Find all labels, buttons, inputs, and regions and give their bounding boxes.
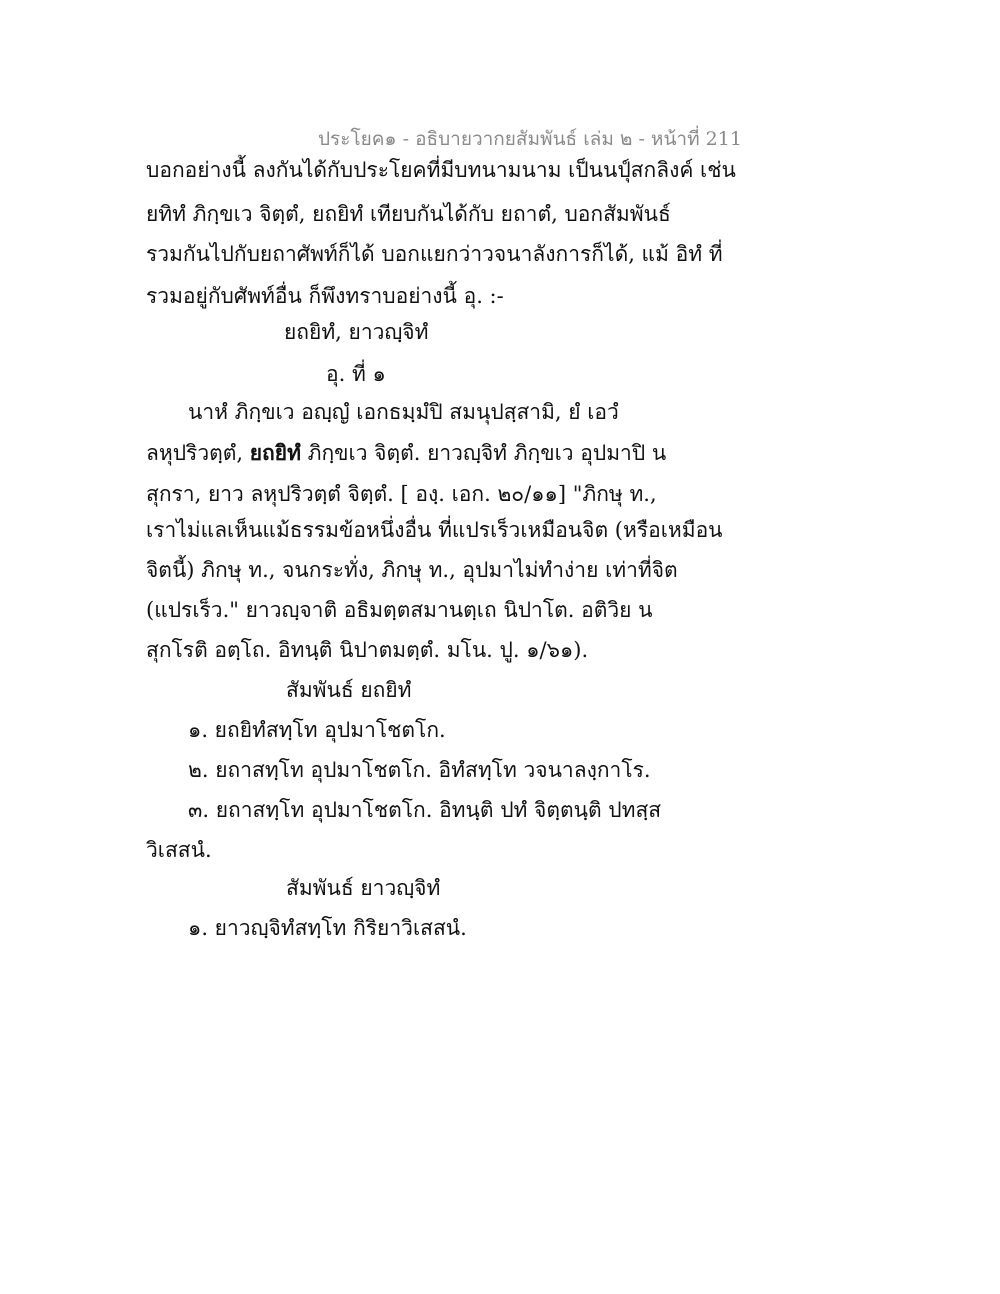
- paragraph-line: รวมอยู่กับศัพท์อื่น ก็พึงทราบอย่างนี้ อุ. :-: [146, 284, 504, 308]
- sambandha-heading: สัมพันธ์ ยถยิทํ: [286, 678, 412, 702]
- running-header: ประโยค๑ - อธิบายวากยสัมพันธ์ เล่ม ๒ - หน้าที่ 211: [318, 128, 742, 150]
- example-number-heading: อุ. ที่ ๑: [326, 362, 386, 386]
- example-line: จิตนี้) ภิกษุ ท., จนกระทั่ง, ภิกษุ ท., อุปมาไม่ทำง่าย เท่าที่จิต: [146, 558, 678, 582]
- sambandha-item: ๒. ยถาสทฺโท อุปมาโชตโก. อิทํสทฺโท วจนาลงฺกาโร.: [188, 758, 651, 782]
- example-line: สุกรา, ยาว ลหุปริวตฺตํ จิตฺตํ. [ องฺ. เอก. ๒๐/๑๑] "ภิกษุ ท.,: [146, 482, 657, 506]
- example-line: สุกโรติ อตฺโถ. อิทนฺติ นิปาตมตฺตํ. มโน. ปู. ๑/๖๑).: [146, 638, 589, 662]
- paragraph-line: บอกอย่างนี้ ลงกันได้กับประโยคที่มีบทนามนาม เป็นนปุ์สกลิงค์ เช่น: [146, 158, 736, 182]
- paragraph-line: รวมกันไปกับยถาศัพท์ก็ได้ บอกแยกว่าวจนาลังการก็ได้, แม้ อิทํ ที่: [146, 242, 723, 266]
- example-line: เราไม่แลเห็นแม้ธรรมข้อหนึ่งอื่น ที่แปรเร็วเหมือนจิต (หรือเหมือน: [146, 518, 723, 542]
- sambandha-item: ๑. ยถยิทํสทฺโท อุปมาโชตโก.: [188, 718, 446, 742]
- example-line: (แปรเร็ว." ยาวญฺจาติ อธิมตฺตสมานตฺเถ นิปาโต. อติวิย น: [146, 598, 653, 622]
- example-text: ภิกฺขเว จิตฺตํ. ยาวญฺจิทํ ภิกฺขเว อุปมาปิ น: [300, 441, 667, 465]
- example-bold-term: ยถยิทํ: [249, 440, 301, 465]
- example-line: นาหํ ภิกฺขเว อญฺญํ เอกธมฺมํปิ สมนุปสฺสามิ, ยํ เอวํ: [188, 400, 619, 424]
- paragraph-line: ยทิทํ ภิกฺขเว จิตฺตํ, ยถยิทํ เทียบกันได้กับ ยถาตํ, บอกสัมพันธ์: [146, 202, 671, 226]
- example-text: ลหุปริวตฺตํ,: [146, 441, 250, 465]
- sambandha-item-continuation: วิเสสนํ.: [146, 838, 212, 862]
- sambandha-heading: สัมพันธ์ ยาวญฺจิทํ: [286, 876, 441, 900]
- example-line: [146, 440, 666, 466]
- sambandha-item: ๑. ยาวญฺจิทํสทฺโท กิริยาวิเสสนํ.: [188, 916, 467, 940]
- sambandha-item: ๓. ยถาสทฺโท อุปมาโชตโก. อิทนฺติ ปทํ จิตฺตนฺติ ปทสฺส: [188, 798, 662, 822]
- section-heading: ยถยิทํ, ยาวญฺจิทํ: [284, 320, 429, 344]
